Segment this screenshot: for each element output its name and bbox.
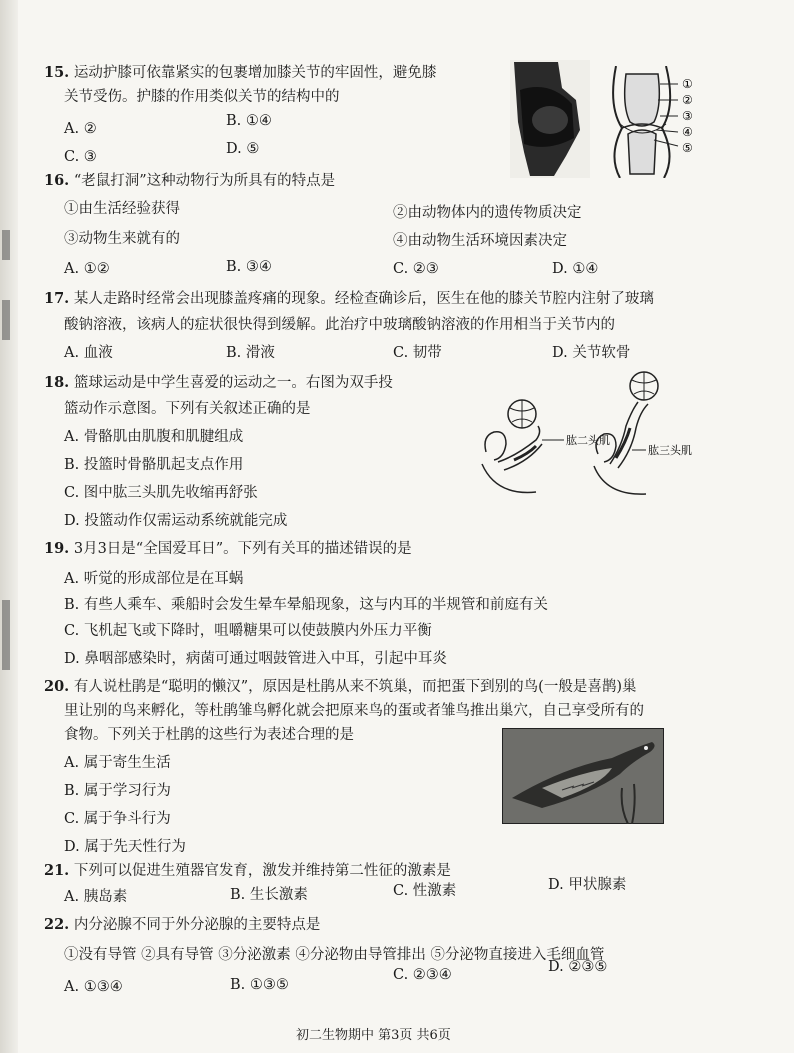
q16-option-b: B. ③④ bbox=[226, 259, 272, 275]
svg-text:肱二头肌: 肱二头肌 bbox=[566, 434, 610, 447]
q17-stem-line2: 酸钠溶液，该病人的症状很快得到缓解。此治疗中玻璃酸钠溶液的作用相当于关节内的 bbox=[64, 317, 615, 333]
q18-option-b: B. 投篮时骨骼肌起支点作用 bbox=[64, 457, 244, 473]
q21-option-b: B. 生长激素 bbox=[230, 887, 308, 903]
q20-option-b: B. 属于学习行为 bbox=[64, 783, 171, 799]
q17-option-a: A. 血液 bbox=[64, 345, 113, 361]
q18-option-a: A. 骨骼肌由肌腹和肌腱组成 bbox=[64, 429, 244, 445]
q22-option-c: C. ②③④ bbox=[393, 967, 452, 983]
q15-option-c: C. ③ bbox=[64, 149, 97, 165]
basketball-shooting-diagram bbox=[476, 370, 706, 500]
q16-option-d: D. ①④ bbox=[552, 261, 599, 277]
q21-option-c: C. 性激素 bbox=[393, 883, 457, 899]
q16-item-2: ②由动物体内的遗传物质决定 bbox=[393, 205, 582, 221]
q16-item-4: ④由动物生活环境因素决定 bbox=[393, 233, 567, 249]
cuckoo-photo bbox=[502, 728, 664, 824]
q17-option-b: B. 滑液 bbox=[226, 345, 275, 361]
q20-stem-line2: 里让别的鸟来孵化，等杜鹃雏鸟孵化就会把原来鸟的蛋或者雏鸟推出巢穴，自己享受所有的 bbox=[64, 703, 644, 719]
edge-mark bbox=[2, 300, 10, 340]
q21-option-d: D. 甲状腺素 bbox=[548, 877, 627, 893]
q16-option-a: A. ①② bbox=[64, 261, 110, 277]
q16-option-c: C. ②③ bbox=[393, 261, 439, 277]
q21-stem: 21. 下列可以促进生殖器官发育，激发并维持第二性征的激素是 bbox=[44, 862, 451, 879]
q15-stem-line1: 15. 运动护膝可依靠紧实的包裹增加膝关节的牢固性，避免膝 bbox=[44, 64, 437, 81]
q18-stem-line2: 篮动作示意图。下列有关叙述正确的是 bbox=[64, 401, 311, 417]
q19-stem: 19. 3月3日是“全国爱耳日”。下列有关耳的描述错误的是 bbox=[44, 540, 412, 557]
edge-mark bbox=[2, 600, 10, 670]
q22-stem: 22. 内分泌腺不同于外分泌腺的主要特点是 bbox=[44, 916, 321, 933]
svg-text:②: ② bbox=[682, 93, 693, 107]
q19-option-c: C. 飞机起飞或下降时，咀嚼糖果可以使鼓膜内外压力平衡 bbox=[64, 623, 432, 639]
q17-option-c: C. 韧带 bbox=[393, 345, 442, 361]
q16-item-3: ③动物生来就有的 bbox=[64, 231, 180, 247]
svg-text:①: ① bbox=[682, 77, 693, 91]
q19-option-a: A. 听觉的形成部位是在耳蜗 bbox=[64, 571, 244, 587]
q22-option-b: B. ①③⑤ bbox=[230, 977, 289, 993]
q16-item-1: ①由生活经验获得 bbox=[64, 201, 180, 217]
q22-items: ①没有导管 ②具有导管 ③分泌激素 ④分泌物由导管排出 ⑤分泌物直接进入毛细血管 bbox=[64, 947, 605, 963]
scan-edge bbox=[0, 0, 18, 1053]
q20-option-c: C. 属于争斗行为 bbox=[64, 811, 171, 827]
q20-option-d: D. 属于先天性行为 bbox=[64, 839, 186, 855]
q19-option-d: D. 鼻咽部感染时，病菌可通过咽鼓管进入中耳，引起中耳炎 bbox=[64, 651, 447, 667]
page-footer: 初二生物期中 第3页 共6页 bbox=[296, 1028, 451, 1043]
q20-stem-line3: 食物。下列关于杜鹃的这些行为表述合理的是 bbox=[64, 727, 354, 743]
q19-option-b: B. 有些人乘车、乘船时会发生晕车晕船现象，这与内耳的半规管和前庭有关 bbox=[64, 597, 548, 613]
q20-option-a: A. 属于寄生生活 bbox=[64, 755, 171, 771]
q17-option-d: D. 关节软骨 bbox=[552, 345, 631, 361]
q15-option-d: D. ⑤ bbox=[226, 141, 260, 157]
knee-brace-photo bbox=[510, 60, 590, 178]
svg-text:④: ④ bbox=[682, 125, 693, 139]
q18-option-d: D. 投篮动作仅需运动系统就能完成 bbox=[64, 513, 288, 529]
svg-text:肱三头肌: 肱三头肌 bbox=[648, 444, 692, 457]
knee-joint-diagram bbox=[604, 66, 700, 178]
q15-stem-line2: 关节受伤。护膝的作用类似关节的结构中的 bbox=[64, 89, 340, 105]
edge-mark bbox=[2, 230, 10, 260]
q16-stem: 16. “老鼠打洞”这种动物行为所具有的特点是 bbox=[44, 172, 336, 189]
q21-option-a: A. 胰岛素 bbox=[64, 889, 128, 905]
q15-option-b: B. ①④ bbox=[226, 113, 272, 129]
q18-stem-line1: 18. 篮球运动是中学生喜爱的运动之一。右图为双手投 bbox=[44, 374, 393, 391]
q18-option-c: C. 图中肱三头肌先收缩再舒张 bbox=[64, 485, 258, 501]
q22-option-a: A. ①③④ bbox=[64, 979, 123, 995]
svg-text:⑤: ⑤ bbox=[682, 141, 693, 155]
q22-option-d: D. ②③⑤ bbox=[548, 959, 608, 975]
q15-option-a: A. ② bbox=[64, 121, 97, 137]
q17-stem-line1: 17. 某人走路时经常会出现膝盖疼痛的现象。经检查确诊后，医生在他的膝关节腔内注射了玻璃 bbox=[44, 290, 654, 307]
q20-stem-line1: 20. 有人说杜鹃是“聪明的懒汉”，原因是杜鹃从来不筑巢，而把蛋下到别的鸟(一般是喜鹊)巢 bbox=[44, 678, 637, 695]
svg-text:③: ③ bbox=[682, 109, 693, 123]
